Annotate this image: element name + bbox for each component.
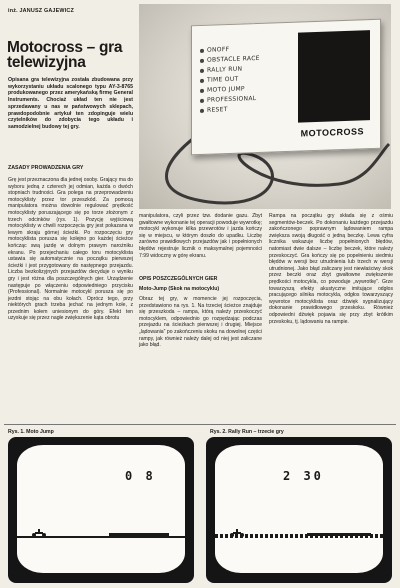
moto-jump-paragraph: Obraz tej gry, w momencie jej rozpoczęcia, przedstawiono na rys. 1. Na trzeciej ścieżce znajduje się przeszkoda – rampa, którą należy przeskoczyć motocyklem, odpowiednio go rozpędzając podczas przejazdu na ścieżkach pierwszej i drugiej. Miejsce „lądowania” po zakończeniu skoku na dowolnej części rampy, jak również należy dalej od niej jest zaliczane jako błąd. — [139, 296, 262, 349]
author-name: inż. JANUSZ GAJEWICZ — [8, 8, 74, 14]
button-icon — [200, 68, 204, 72]
menu-label: PROFESSIONAL — [207, 95, 257, 104]
article-lead: Opisana gra telewizyjna została zbudowana przy wykorzystaniu układu scalonego typu AY-3-8765 produkowanego przez amerykańską firmę General Instruments. Chociaż układ ten nie jest sprzedawany u nas w państwowych sklepach, prawdopodobnie artykuł ten zdopinguje wielu czytelników do zdobycia tego układu i samodzielnej budowy tej gry. — [8, 77, 133, 130]
ramp-paragraph: Rampa na początku gry składa się z ośmiu segmentów-beczek. Po dokonaniu każdego przejazdu zakończonego poprawnym lądowaniem rampa zwiększa swoją długość o jedną beczkę. Lewa cyfra licznika wskazuje liczbę popełnionych błędów, natomiast dwie dalsze – liczbę beczek, które należy przeskoczyć. Gra kończy się po popełnieniu siedmiu błędów w wersji bez utrudnienia lub trzech w wersji utrudnionej. Jako błąd zaliczany jest niewłaściwy skok przez beczki oraz zbyt gwałtowne zwiększenie prędkości motocykla, co powoduje „wywrotkę”. Grze towarzyszą efekty akustyczne imitujące odgłos pracującego silnika motocykla, odgłos towarzyszący wywrotce motocyklista oraz dźwięk sygnalizujący dokonanie prawidłowego przeskoku. Również odpowiedni dźwięk pojawia się przy zbyt krótkim przeskoku, tj. lądowaniu na rampie. — [269, 213, 393, 325]
button-icon — [200, 88, 204, 92]
track-line — [215, 534, 383, 538]
menu-label: MOTO JUMP — [207, 85, 245, 94]
figure-2-tv — [206, 437, 392, 583]
menu-label: RALLY RUN — [207, 65, 243, 74]
tv-screen — [215, 445, 383, 573]
tv-screen — [17, 445, 185, 573]
button-icon — [200, 48, 204, 52]
section-heading-rules: ZASADY PROWADZENIA GRY — [8, 165, 84, 171]
track-line — [17, 536, 185, 538]
article-title: Motocross – gra telewizyjna — [7, 39, 123, 71]
menu-label: OBSTACLE RACE — [207, 54, 260, 64]
menu-label: TIME OUT — [207, 75, 239, 84]
menu-item-reset — [200, 104, 260, 116]
console-menu — [200, 44, 260, 116]
console-panel — [298, 30, 370, 123]
button-icon — [200, 58, 204, 62]
button-icon — [200, 98, 204, 102]
button-icon — [200, 78, 204, 82]
score-counter: 2 30 — [283, 469, 324, 483]
console-photo — [139, 4, 391, 209]
manipulator-paragraph: manipulatora, czyli przez tzw. dodanie gazu. Zbyt gwałtowne wykonanie tej operacji powoduje wywrotkę; motocykl wykonuje kilka przewrotów i jazda kończy się w miejscu, w którym doszło do upadku. Liczbę zarówno prawidłowych przejazdów jak i popełnionych błędów rejestruje licznik o maksymalnej pojemności 7:99 widoczny w górę ekranu. — [139, 213, 262, 259]
rules-paragraph: Grę jest przeznaczona dla jednej osoby. Grający ma do wyboru jedną z czterech jej odmian, każda o dwóch stopniach trudności. Gra polega na przeprowadzeniu motocyklisty przez tor przeszkód. Za pomocą manipulatora można dowolnie regulować prędkość motocyklisty poruszającego się po torze złożonym z trzech odcinków (rys. 1). Pozycję wyjściową motocyklisty w chwili rozpoczęcia gry jest pokazana w lewym skraju górnej ścieżki. Po rozpoczęciu gry motocyklista porusza się kolejno po każdej ścieżce kończąc swą jazdę w dolnym prawym narożniku ekranu. Po przejechaniu całego toru motocyklista ustawia się automatycznie na początku pierwszej ścieżki i jest przygotowany do następnego przejazdu. Liczba bezkolizyjnych przejazdów decyduje o wyniku gry i jest różna dla poszczególnych gier. Urządzenie następuje po włączeniu odpowiedniego przycisku (Professional). Normalnie motocykl porusza się po jezdni stojąc na obu kołach. Oprócz tego, przy niektórych grach trzeba jechać na jednym kole, z przednim kołem uniesionym do góry. Efekt ten uzyskuje się przez nagłe zwiększenie kąta obrotu — [8, 177, 133, 322]
console-brand: MOTOCROSS — [300, 126, 364, 139]
score-counter: 0 8 — [125, 469, 156, 483]
button-icon — [200, 108, 204, 112]
menu-item-professional — [200, 94, 260, 106]
menu-label: RESET — [207, 106, 228, 114]
figure-2-caption: Rys. 2. Rally Run – trzecie gry — [210, 429, 284, 435]
figure-divider — [4, 424, 396, 425]
figure-1-caption: Rys. 1. Moto Jump — [8, 429, 54, 435]
game-console — [191, 19, 381, 156]
section-heading-games: OPIS POSZCZEGÓLNYCH GIER — [139, 276, 218, 282]
subheading-moto-jump: Moto-Jump (Skok na motocyklu) — [139, 286, 220, 292]
menu-label: ONOFF — [207, 45, 230, 54]
figure-1-tv — [8, 437, 194, 583]
